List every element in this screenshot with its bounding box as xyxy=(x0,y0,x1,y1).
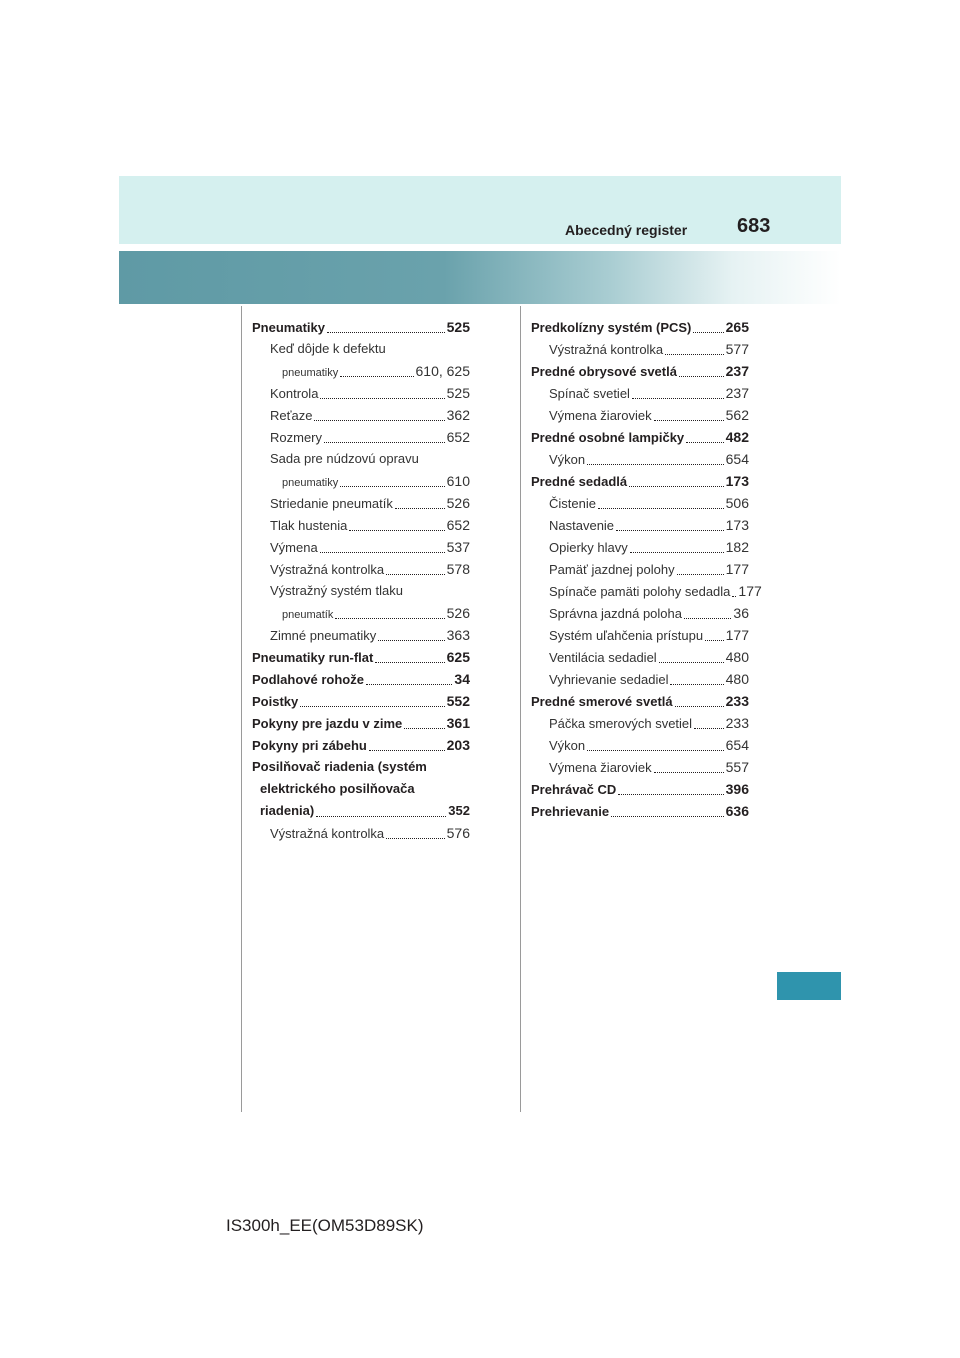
dot-leader xyxy=(618,794,723,795)
index-entry xyxy=(531,536,749,558)
dot-leader xyxy=(611,816,724,817)
index-term: Čistenie xyxy=(549,496,596,511)
index-term: Pokyny pre jazdu v zime xyxy=(252,716,403,731)
dot-leader xyxy=(705,640,724,641)
dot-leader xyxy=(686,442,723,443)
index-term: Predné osobné lampičky xyxy=(531,430,685,445)
index-entry xyxy=(252,602,470,624)
index-entry xyxy=(252,624,470,646)
index-entry xyxy=(252,382,470,404)
index-entry xyxy=(252,668,470,690)
dot-leader xyxy=(616,530,724,531)
index-page-ref[interactable]: 525 xyxy=(446,319,470,335)
page-title: Abecedný register xyxy=(565,222,688,238)
index-term: Keď dôjde k defektu xyxy=(270,341,386,356)
left-column-rule xyxy=(241,306,242,1112)
index-term: Posilňovač riadenia (systém xyxy=(252,759,427,774)
index-entry xyxy=(531,404,749,426)
index-entry xyxy=(252,470,470,492)
dot-leader xyxy=(629,486,724,487)
index-column-left xyxy=(252,316,470,844)
index-term: Predné obrysové svetlá xyxy=(531,364,677,379)
index-entry xyxy=(252,448,470,470)
index-page-ref[interactable]: 480 xyxy=(725,649,749,665)
dot-leader xyxy=(378,640,444,641)
right-column-rule xyxy=(520,306,521,1112)
index-term: Páčka smerových svetiel xyxy=(549,716,693,731)
section-tab-marker xyxy=(777,972,841,1000)
index-entry xyxy=(252,756,470,778)
index-page-ref[interactable]: 173 xyxy=(725,517,749,533)
index-term: Predné smerové svetlá xyxy=(531,694,673,709)
dot-leader xyxy=(679,376,724,377)
index-page-ref[interactable]: 34 xyxy=(454,671,470,687)
index-entry xyxy=(531,514,749,536)
index-term: Spínače pamäti polohy sedadla xyxy=(549,584,731,599)
index-page-ref[interactable]: 177 xyxy=(725,627,749,643)
index-term: Predkolízny systém (PCS) xyxy=(531,320,692,335)
index-term: Výmena žiaroviek xyxy=(549,760,652,775)
index-page-ref[interactable]: 525 xyxy=(446,385,470,401)
index-term: Pokyny pri zábehu xyxy=(252,738,367,753)
dot-leader xyxy=(587,750,724,751)
dot-leader xyxy=(327,332,445,333)
dot-leader xyxy=(632,398,724,399)
index-page-ref[interactable]: 610, 625 xyxy=(415,363,470,379)
dot-leader xyxy=(335,618,444,619)
index-page-ref[interactable]: 557 xyxy=(725,759,749,775)
index-page-ref[interactable]: 526 xyxy=(446,495,470,511)
index-page-ref[interactable]: 480 xyxy=(725,671,749,687)
dot-leader xyxy=(349,530,444,531)
index-page-ref[interactable]: 526 xyxy=(446,605,470,621)
dot-leader xyxy=(630,552,724,553)
index-entry xyxy=(252,404,470,426)
index-term: Výmena žiaroviek xyxy=(549,408,652,423)
index-page-ref[interactable]: 576 xyxy=(446,825,470,841)
index-term: Spínač svetiel xyxy=(549,386,630,401)
index-term: Nastavenie xyxy=(549,518,615,533)
index-term: Rozmery xyxy=(270,430,323,445)
dot-leader xyxy=(366,684,452,685)
index-page-ref[interactable]: 396 xyxy=(725,781,749,797)
index-page-ref[interactable]: 537 xyxy=(446,539,470,555)
index-term: Výstražná kontrolka xyxy=(270,562,385,577)
index-page-ref[interactable]: 482 xyxy=(725,429,749,445)
dot-leader xyxy=(675,706,724,707)
index-term: Sada pre núdzovú opravu xyxy=(270,451,419,466)
dot-leader xyxy=(375,662,444,663)
dot-leader xyxy=(386,838,444,839)
dot-leader xyxy=(320,552,445,553)
dot-leader xyxy=(654,772,724,773)
index-entry xyxy=(252,558,470,580)
dot-leader xyxy=(314,420,444,421)
index-term: Tlak hustenia xyxy=(270,518,348,533)
index-term: Systém uľahčenia prístupu xyxy=(549,628,704,643)
index-entry xyxy=(252,360,470,382)
index-entry xyxy=(252,426,470,448)
index-term: Poistky xyxy=(252,694,299,709)
index-entry xyxy=(531,338,749,360)
index-entry xyxy=(531,778,749,800)
index-entry xyxy=(252,646,470,668)
index-entry xyxy=(252,338,470,360)
index-page-ref[interactable]: 625 xyxy=(446,649,470,665)
index-entry xyxy=(531,448,749,470)
index-entry xyxy=(531,316,749,338)
index-page-ref[interactable]: 182 xyxy=(725,539,749,555)
index-entry xyxy=(531,602,749,624)
index-page-ref[interactable]: 577 xyxy=(725,341,749,357)
index-page-ref[interactable]: 362 xyxy=(446,407,470,423)
dot-leader xyxy=(693,332,723,333)
index-term: Výstražná kontrolka xyxy=(549,342,664,357)
index-column-right xyxy=(531,316,762,822)
index-term: Prehrávač CD xyxy=(531,782,617,797)
index-term: Ventilácia sedadiel xyxy=(549,650,657,665)
index-term: elektrického posilňovača xyxy=(260,781,415,796)
index-page-ref[interactable]: 177 xyxy=(738,583,762,599)
dot-leader xyxy=(340,376,413,377)
index-page-ref[interactable]: 506 xyxy=(725,495,749,511)
index-entry xyxy=(531,426,749,448)
index-page-ref[interactable]: 652 xyxy=(446,517,470,533)
dot-leader xyxy=(324,442,445,443)
dot-leader xyxy=(694,728,724,729)
index-term: Výstražný systém tlaku xyxy=(270,583,403,598)
dot-leader xyxy=(670,684,723,685)
page-number: 683 xyxy=(737,215,771,237)
index-entry xyxy=(252,690,470,712)
dot-leader xyxy=(654,420,724,421)
index-entry xyxy=(531,492,749,514)
dot-leader xyxy=(369,750,445,751)
dot-leader xyxy=(386,574,444,575)
index-term: pneumatík xyxy=(282,609,334,621)
index-entry xyxy=(252,822,470,844)
dot-leader xyxy=(300,706,444,707)
index-term: Výkon xyxy=(549,738,586,753)
index-term: Zimné pneumatiky xyxy=(270,628,377,643)
index-entry xyxy=(531,668,749,690)
index-entry xyxy=(252,800,470,822)
index-term: Kontrola xyxy=(270,386,319,401)
index-entry xyxy=(531,756,749,778)
model-code: IS300h_EE(OM53D89SK) xyxy=(226,1216,424,1235)
index-term: Podlahové rohože xyxy=(252,672,364,687)
index-page-ref[interactable]: 652 xyxy=(446,429,470,445)
index-term: Výmena xyxy=(270,540,318,555)
index-page-ref[interactable]: 363 xyxy=(446,627,470,643)
index-page-ref[interactable]: 552 xyxy=(446,693,470,709)
dot-leader xyxy=(404,728,444,729)
index-page-ref[interactable]: 233 xyxy=(725,715,749,731)
index-page-ref[interactable]: 352 xyxy=(448,803,470,818)
index-entry xyxy=(531,360,749,382)
index-entry xyxy=(531,646,749,668)
index-term: Vyhrievanie sedadiel xyxy=(549,672,669,687)
index-term: pneumatiky xyxy=(282,477,339,489)
index-page-ref[interactable]: 361 xyxy=(446,715,470,731)
index-entry xyxy=(252,536,470,558)
index-page-ref[interactable]: 265 xyxy=(725,319,749,335)
index-page-ref[interactable]: 177 xyxy=(725,561,749,577)
index-entry xyxy=(531,470,749,492)
index-page-ref[interactable]: 237 xyxy=(725,363,749,379)
index-term: Pamäť jazdnej polohy xyxy=(549,562,675,577)
index-page-ref[interactable]: 578 xyxy=(446,561,470,577)
index-term: Pneumatiky xyxy=(252,320,325,335)
index-entry xyxy=(531,690,749,712)
index-entry xyxy=(252,734,470,756)
index-term: Správna jazdná poloha xyxy=(549,606,682,621)
dot-leader xyxy=(316,816,446,817)
index-page-ref[interactable]: 654 xyxy=(725,451,749,467)
header-band xyxy=(119,176,841,244)
index-page-ref[interactable]: 233 xyxy=(725,693,749,709)
dot-leader xyxy=(598,508,724,509)
dot-leader xyxy=(665,354,723,355)
index-term: Prehrievanie xyxy=(531,804,610,819)
index-entry xyxy=(531,580,762,602)
dot-leader xyxy=(340,486,444,487)
index-term: Predné sedadlá xyxy=(531,474,628,489)
index-page-ref[interactable]: 36 xyxy=(733,605,749,621)
index-entry xyxy=(252,514,470,536)
index-page-ref[interactable]: 203 xyxy=(446,737,470,753)
index-entry xyxy=(531,382,749,404)
dot-leader xyxy=(732,596,736,597)
index-page-ref[interactable]: 237 xyxy=(725,385,749,401)
dot-leader xyxy=(320,398,444,399)
index-page-ref[interactable]: 173 xyxy=(725,473,749,489)
dot-leader xyxy=(684,618,731,619)
index-term: Výstražná kontrolka xyxy=(270,826,385,841)
index-term: Opierky hlavy xyxy=(549,540,628,555)
index-entry xyxy=(531,712,749,734)
index-entry xyxy=(531,624,749,646)
dot-leader xyxy=(587,464,724,465)
index-term: Výkon xyxy=(549,452,586,467)
index-page-ref[interactable]: 636 xyxy=(725,803,749,819)
dot-leader xyxy=(677,574,724,575)
index-term: Striedanie pneumatík xyxy=(270,496,393,511)
index-entry xyxy=(252,316,470,338)
index-entry xyxy=(531,800,749,822)
index-term: Pneumatiky run-flat xyxy=(252,650,374,665)
index-entry xyxy=(531,558,749,580)
index-term: pneumatiky xyxy=(282,367,339,379)
index-term: Reťaze xyxy=(270,408,313,423)
index-entry xyxy=(531,734,749,756)
index-term: riadenia) xyxy=(260,803,315,818)
dot-leader xyxy=(395,508,445,509)
index-entry xyxy=(252,580,470,602)
dot-leader xyxy=(659,662,724,663)
decorative-gradient-bar xyxy=(119,251,841,304)
index-entry xyxy=(252,712,470,734)
index-entry xyxy=(252,492,470,514)
index-entry xyxy=(252,778,470,800)
index-page-ref[interactable]: 562 xyxy=(725,407,749,423)
index-page-ref[interactable]: 654 xyxy=(725,737,749,753)
index-page-ref[interactable]: 610 xyxy=(446,473,470,489)
